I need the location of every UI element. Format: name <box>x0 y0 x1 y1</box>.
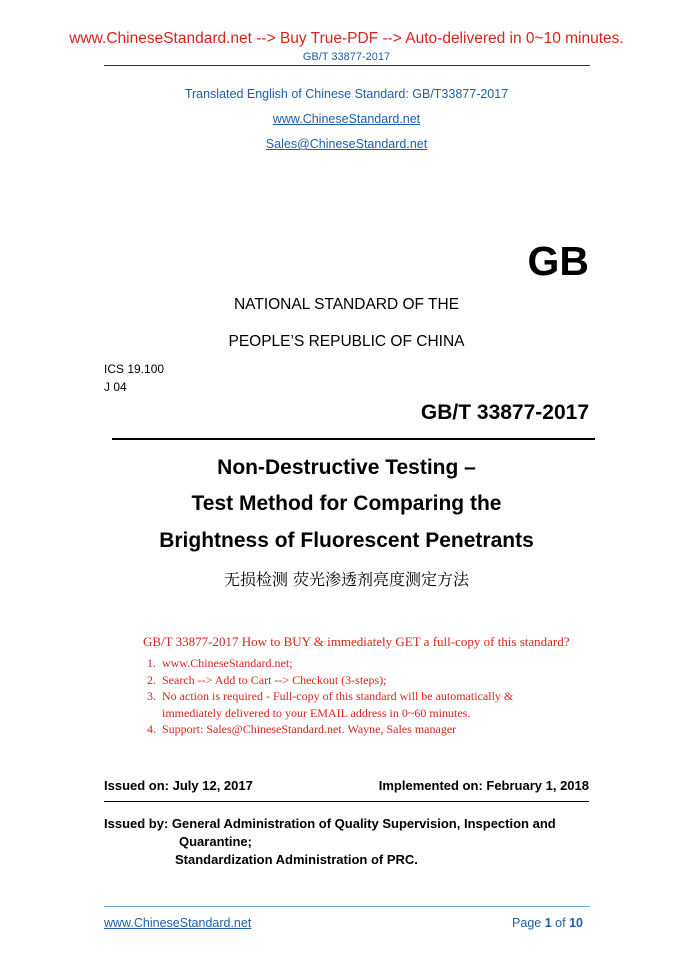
national-standard-line2: PEOPLE’S REPUBLIC OF CHINA <box>228 333 465 350</box>
step-number: 3. <box>147 689 156 703</box>
purchase-heading: GB/T 33877-2017 How to BUY & immediately GET a full-copy of this standard? <box>143 634 570 649</box>
step-text: www.ChineseStandard.net; <box>162 656 293 670</box>
header-divider <box>104 65 590 66</box>
title-line-2: Test Method for Comparing the <box>191 492 502 515</box>
chinese-title: 无损检测 荧光渗透剂亮度测定方法 <box>223 570 470 589</box>
step-text: Search --> Add to Cart --> Checkout (3-steps); <box>162 672 387 687</box>
promo-banner[interactable]: www.ChineseStandard.net --> Buy True-PDF --> Auto-delivered in 0~10 minutes. <box>69 30 624 47</box>
purchase-instructions <box>143 633 593 738</box>
ics-code: ICS 19.100 <box>104 362 165 376</box>
website-link-container <box>0 112 693 126</box>
purchase-step <box>143 672 593 689</box>
title-line-3: Brightness of Fluorescent Penetrants <box>159 529 534 552</box>
sales-email-link[interactable]: Sales@ChineseStandard.net <box>265 137 428 151</box>
purchase-steps-list <box>143 655 593 738</box>
dates-divider <box>104 801 589 802</box>
purchase-step <box>143 721 593 738</box>
footer-divider <box>104 906 590 907</box>
page-word: Page <box>512 916 542 930</box>
step-text: No action is required - Full-copy of this standard will be automatically & <box>162 689 514 703</box>
footer-website-link[interactable]: www.ChineseStandard.net <box>104 916 252 930</box>
purchase-step <box>143 688 593 721</box>
implemented-date: Implemented on: February 1, 2018 <box>378 778 589 793</box>
purchase-step[interactable] <box>143 655 593 672</box>
page-total: 10 <box>569 916 583 930</box>
step-text-continued: immediately delivered to your EMAIL address in 0~60 minutes. <box>162 705 471 720</box>
issuer-line-2: Quarantine; <box>179 834 252 849</box>
translated-notice: Translated English of Chinese Standard: GB/T33877-2017 <box>184 87 509 101</box>
issuer-block <box>104 815 556 869</box>
issued-date: Issued on: July 12, 2017 <box>104 778 253 793</box>
email-link-container <box>0 137 693 151</box>
page-indicator <box>512 916 583 930</box>
step-number: 2. <box>147 672 156 687</box>
title-divider <box>112 438 595 440</box>
issuer-line-1: Issued by: General Administration of Quality Supervision, Inspection and <box>104 816 556 831</box>
page-current: 1 <box>544 916 552 930</box>
title-line-1: Non-Destructive Testing – <box>217 456 476 479</box>
issuer-line-3: Standardization Administration of PRC. <box>175 852 418 867</box>
page-of: of <box>555 916 566 930</box>
step-number: 4. <box>147 722 156 736</box>
footer-website-container <box>104 916 251 930</box>
step-text: Support: Sales@ChineseStandard.net. Wayne, Sales manager <box>162 722 457 736</box>
standard-number: GB/T 33877-2017 <box>420 401 589 424</box>
ccs-code: J 04 <box>104 380 127 394</box>
national-standard-line1: NATIONAL STANDARD OF THE <box>233 296 460 313</box>
website-link[interactable]: www.ChineseStandard.net <box>272 112 421 126</box>
header-standard-code: GB/T 33877-2017 <box>302 51 391 63</box>
step-number: 1. <box>147 656 156 670</box>
gb-mark: GB <box>527 238 589 284</box>
